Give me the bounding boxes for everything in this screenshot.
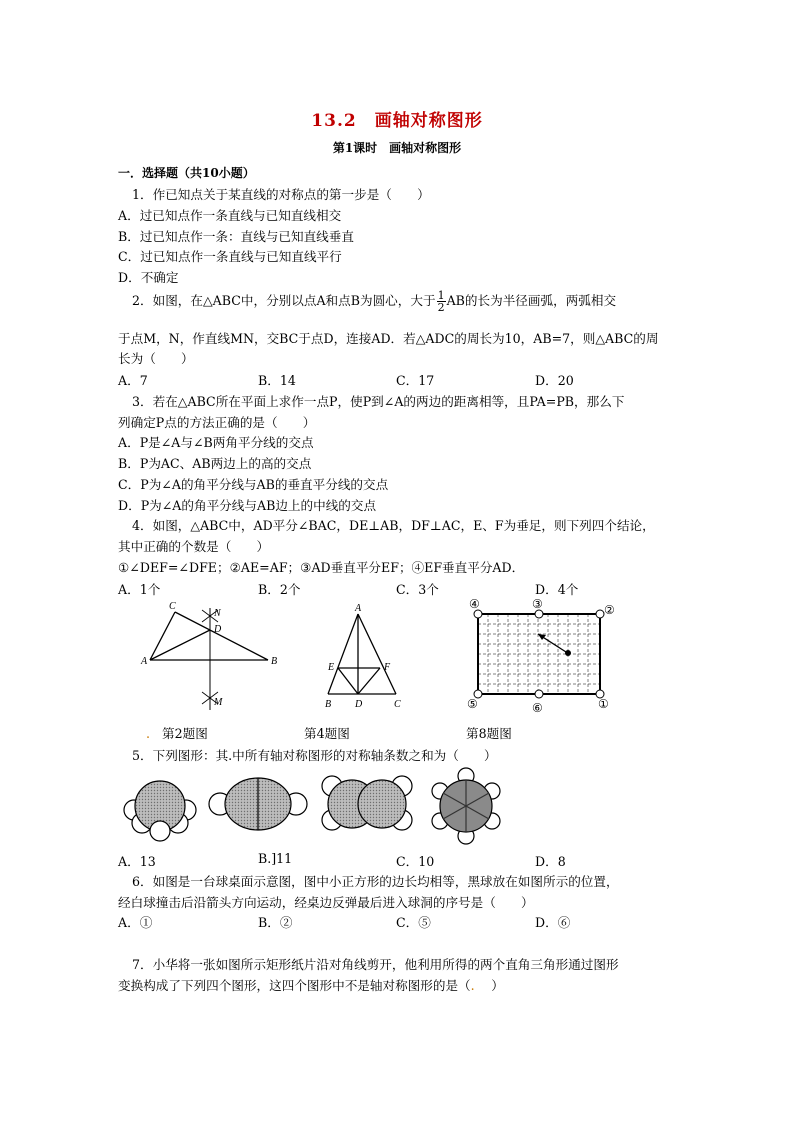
page-subtitle: 第1课时 画轴对称图形 (332, 141, 462, 155)
q5-option-c: C．10 (396, 854, 435, 869)
fig8-caption: 第8题图 (466, 726, 512, 741)
q7-stem-line1: 7．小华将一张如图所示矩形纸片沿对角线剪开，他利用所得的两个直角三角形通过图形 (132, 957, 619, 972)
fig4-label-b: B (325, 699, 332, 710)
q1-option-d: D．不确定 (118, 270, 179, 285)
fig4-label-e: E (328, 662, 335, 673)
fig2-label-m: M (214, 697, 223, 708)
q2-stem-b: AB的长为半径画弧，两弧相交 (446, 293, 617, 308)
q5-option-a: A．13 (118, 854, 156, 869)
q7-stem-end: ） (474, 978, 504, 993)
fig4-label-f: F (384, 662, 391, 673)
fig8-label-4: ④ (469, 597, 480, 611)
q2-stem-line1 (132, 290, 616, 313)
q2-option-b: B．14 (258, 373, 296, 388)
fig8-pocket-3 (535, 610, 543, 618)
fig2-label-b: B (271, 656, 278, 667)
fig8-pocket-4 (474, 610, 482, 618)
q2-stem-line2: 于点M，N，作直线MN，交BC于点D，连接AD．若△ADC的周长为10，AB=7，则△ABC的周 (118, 331, 659, 346)
fig2-label-c: C (169, 601, 176, 612)
q5-figure-c (322, 776, 412, 830)
fig2-caption-dot: . (146, 726, 151, 741)
q6-option-a: A．① (118, 915, 153, 930)
fig8-label-1: ① (598, 697, 609, 711)
q2-frac-num: 1 (437, 289, 445, 302)
q5-figure-b (209, 778, 307, 830)
fig8-pocket-2 (596, 610, 604, 618)
q7-stem-text: 变换构成了下列四个图形，这四个图形中不是轴对称图形的是（ (118, 978, 471, 993)
q5-figure-d (432, 768, 500, 844)
q5-figures (120, 768, 520, 848)
fig2-segment-ad (150, 630, 210, 660)
fig4-side-ac (358, 614, 396, 694)
q3-stem-line1: 3．若在△ABC所在平面上求作一点P，使P到∠A的两边的距离相等，且PA=PB，那么下 (132, 394, 625, 409)
q1-stem: 1．作已知点关于某直线的对称点的第一步是（ ） (132, 187, 430, 202)
q2-option-d: D．20 (535, 373, 574, 388)
page-title: 13.2 画轴对称图形 (311, 111, 483, 131)
q3-option-a: A．P是∠A与∠B两角平分线的交点 (118, 435, 314, 450)
fig8-black-ball (565, 650, 571, 656)
q6-option-d: D．⑥ (535, 915, 571, 930)
q5-option-d: D．8 (535, 854, 566, 869)
q5-stem: 5．下列图形：其.中所有轴对称图形的对称轴条数之和为（ ） (132, 748, 497, 763)
section-heading: 一．选择题（共10小题） (118, 166, 255, 180)
fig2-caption-text: 第2题图 (162, 726, 208, 741)
q4-statements: ①∠DEF=∠DFE；②AE=AF；③AD垂直平分EF；④EF垂直平分AD． (118, 560, 525, 575)
figure-2-diagram (140, 600, 290, 715)
figure-8-billiard-table (466, 597, 626, 720)
q6-option-b: B．② (258, 915, 293, 930)
fig8-label-2: ② (604, 603, 615, 617)
q4-option-b: B．2个 (258, 582, 301, 597)
q4-option-d: D．4个 (535, 582, 579, 597)
q2-fraction (437, 290, 446, 313)
fig2-label-d: D (214, 624, 222, 635)
fig4-caption: 第4题图 (304, 726, 350, 741)
q2-stem-a: 2．如图，在△ABC中，分别以点A和点B为圆心，大于 (132, 293, 436, 308)
fig4-label-d: D (355, 699, 363, 710)
q6-stem-line2: 经白球撞击后沿箭头方向运动，经桌边反弹最后进入球洞的序号是（ ） (118, 895, 534, 910)
q4-option-c: C．3个 (396, 582, 439, 597)
q3-option-c: C．P为∠A的角平分线与AB的垂直平分线的交点 (118, 477, 389, 492)
fig4-segment-df (358, 668, 380, 694)
fig4-label-a: A (355, 603, 362, 614)
q2-stem-line3: 长为（ ） (118, 351, 194, 366)
q4-option-a: A．1个 (118, 582, 161, 597)
fig2-side-ac (150, 612, 175, 660)
q5-option-b: B.]11 (258, 851, 293, 866)
fig4-segment-de (338, 668, 358, 694)
q2-option-c: C．17 (396, 373, 435, 388)
figure-4-diagram (312, 602, 422, 712)
fig8-label-6: ⑥ (532, 701, 543, 715)
q6-stem-line1: 6．如图是一台球桌面示意图，图中小正方形的边长均相等，黑球放在如图所示的位置， (132, 874, 619, 889)
q1-option-b: B．过已知点作一条：直线与已知直线垂直 (118, 229, 354, 244)
fig8-label-3: ③ (532, 597, 543, 611)
q4-stem-line1: 4．如图，△ABC中，AD平分∠BAC，DE⊥AB，DF⊥AC，E、F为垂足，则下列四个结论， (132, 518, 655, 533)
fig8-pocket-6 (535, 690, 543, 698)
fig2-caption (146, 723, 208, 742)
q6-option-c: C．⑤ (396, 915, 431, 930)
fig8-label-5: ⑤ (467, 697, 478, 711)
q3-option-b: B．P为AC、AB两边上的高的交点 (118, 456, 312, 471)
q7-stem-line2 (118, 975, 504, 994)
q3-stem-line2: 列确定P点的方法正确的是（ ） (118, 415, 316, 430)
q4-stem-line2: 其中正确的个数是（ ） (118, 539, 270, 554)
fig2-side-cb (175, 612, 268, 660)
fig4-label-c: C (394, 699, 401, 710)
q3-option-d: D．P为∠A的角平分线与AB边上的中线的交点 (118, 498, 377, 513)
fig4-side-ab (328, 614, 358, 694)
fig8-grid (478, 614, 600, 694)
q2-frac-den: 2 (437, 301, 445, 314)
fig2-label-n: N (214, 608, 221, 619)
q5-figure-a (124, 781, 196, 841)
q1-option-c: C．过已知点作一条直线与已知直线平行 (118, 249, 342, 264)
q1-option-a: A．过已知点作一条直线与已知直线相交 (118, 208, 342, 223)
q2-option-a: A．7 (118, 373, 148, 388)
q7-stem-dot: . (470, 978, 475, 993)
fig2-label-a: A (141, 656, 148, 667)
